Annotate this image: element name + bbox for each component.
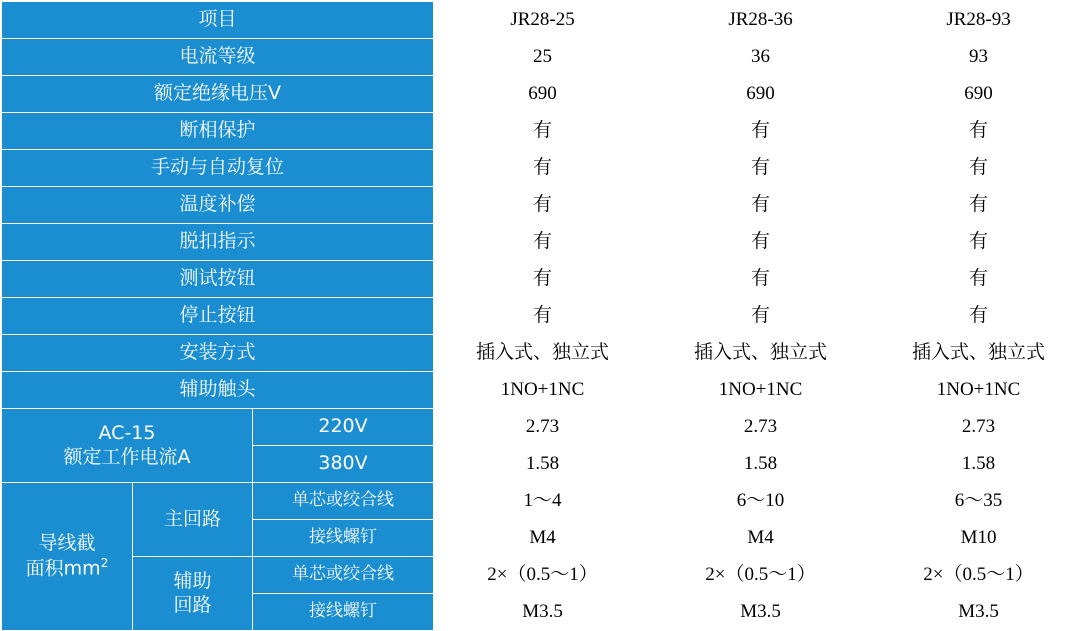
row-value: 有 [434, 261, 652, 298]
row-label: 测试按钮 [2, 261, 434, 298]
row-value: 插入式、独立式 [870, 335, 1088, 372]
row-value: 2×（0.5～1） [434, 557, 652, 594]
row-value: 有 [652, 298, 870, 335]
row-label: 脱扣指示 [2, 224, 434, 261]
table-row [2, 113, 1088, 150]
ac15-sub-label: 220V [253, 409, 434, 446]
header-model-2: JR28-36 [652, 2, 870, 39]
specification-table [1, 1, 1088, 631]
row-value: M3.5 [434, 594, 652, 631]
row-label: 停止按钮 [2, 298, 434, 335]
table-row [2, 335, 1088, 372]
row-value: 1.58 [870, 446, 1088, 483]
row-value: M3.5 [652, 594, 870, 631]
table-row-ac15-220v [2, 409, 1088, 446]
wire-label-line2: 面积$mm^2$ [25, 555, 109, 580]
row-value: 93 [870, 39, 1088, 76]
row-value: 有 [870, 187, 1088, 224]
row-value: 有 [434, 298, 652, 335]
row-value: 有 [652, 113, 870, 150]
table-row-wire-aux-core [2, 557, 1088, 594]
ac15-sub-label: 380V [253, 446, 434, 483]
ac15-label-line1: AC-15 [98, 421, 156, 444]
wire-group-label-aux [133, 557, 253, 631]
row-value: 有 [652, 150, 870, 187]
wire-label-sup: 2 [100, 555, 109, 570]
row-value: 6～10 [652, 483, 870, 520]
row-label: 辅助触头 [2, 372, 434, 409]
row-value: 有 [434, 224, 652, 261]
row-value: 插入式、独立式 [652, 335, 870, 372]
ac15-label [2, 409, 253, 483]
row-label: 安装方式 [2, 335, 434, 372]
table-row [2, 224, 1088, 261]
wire-sub-label: 接线螺钉 [253, 520, 434, 557]
row-value: 有 [870, 113, 1088, 150]
wire-group-label-main: 主回路 [133, 483, 253, 557]
row-value: 1.58 [434, 446, 652, 483]
wire-label-line1: 导线截 [38, 532, 96, 555]
table-row-wire-main-core [2, 483, 1088, 520]
row-label: 额定绝缘电压V [2, 76, 434, 113]
wire-sub-label: 单芯或绞合线 [253, 557, 434, 594]
row-value: 2×（0.5～1） [652, 557, 870, 594]
row-value: 6～35 [870, 483, 1088, 520]
row-value: 690 [652, 76, 870, 113]
row-value: 1～4 [434, 483, 652, 520]
header-item-label: 项目 [2, 2, 434, 39]
row-value: 2.73 [870, 409, 1088, 446]
header-model-1: JR28-25 [434, 2, 652, 39]
row-value: 有 [870, 224, 1088, 261]
row-value: M4 [434, 520, 652, 557]
row-value: 有 [652, 261, 870, 298]
wire-sub-label: 单芯或绞合线 [253, 483, 434, 520]
row-value: 690 [434, 76, 652, 113]
row-label: 电流等级 [2, 39, 434, 76]
row-value: 1NO+1NC [434, 372, 652, 409]
row-value: 有 [870, 150, 1088, 187]
wire-sub-label: 接线螺钉 [253, 594, 434, 631]
wire-label [2, 483, 133, 631]
row-value: M3.5 [870, 594, 1088, 631]
row-value: 1NO+1NC [870, 372, 1088, 409]
row-label: 温度补偿 [2, 187, 434, 224]
row-value: 2×（0.5～1） [870, 557, 1088, 594]
table-row [2, 76, 1088, 113]
row-value: 有 [434, 113, 652, 150]
ac15-label-line2: 额定工作电流A [63, 445, 191, 468]
row-label: 断相保护 [2, 113, 434, 150]
row-value: 1NO+1NC [652, 372, 870, 409]
header-model-3: JR28-93 [870, 2, 1088, 39]
table-row [2, 261, 1088, 298]
table-row-header [2, 2, 1088, 39]
row-value: 有 [870, 298, 1088, 335]
row-value: 有 [434, 150, 652, 187]
row-value: 1.58 [652, 446, 870, 483]
row-value: 有 [652, 224, 870, 261]
row-value: 有 [434, 187, 652, 224]
row-value: M4 [652, 520, 870, 557]
row-value: 2.73 [652, 409, 870, 446]
row-value: M10 [870, 520, 1088, 557]
row-value: 有 [870, 261, 1088, 298]
table-row [2, 298, 1088, 335]
table-row [2, 39, 1088, 76]
wire-group-label-aux-line1: 辅助 [173, 569, 212, 592]
row-value: 25 [434, 39, 652, 76]
row-value: 690 [870, 76, 1088, 113]
row-value: 2.73 [434, 409, 652, 446]
wire-group-label-aux-line2: 回路 [173, 593, 212, 616]
table-row [2, 372, 1088, 409]
table-row [2, 150, 1088, 187]
row-value: 36 [652, 39, 870, 76]
row-label: 手动与自动复位 [2, 150, 434, 187]
row-value: 插入式、独立式 [434, 335, 652, 372]
table-row [2, 187, 1088, 224]
row-value: 有 [652, 187, 870, 224]
